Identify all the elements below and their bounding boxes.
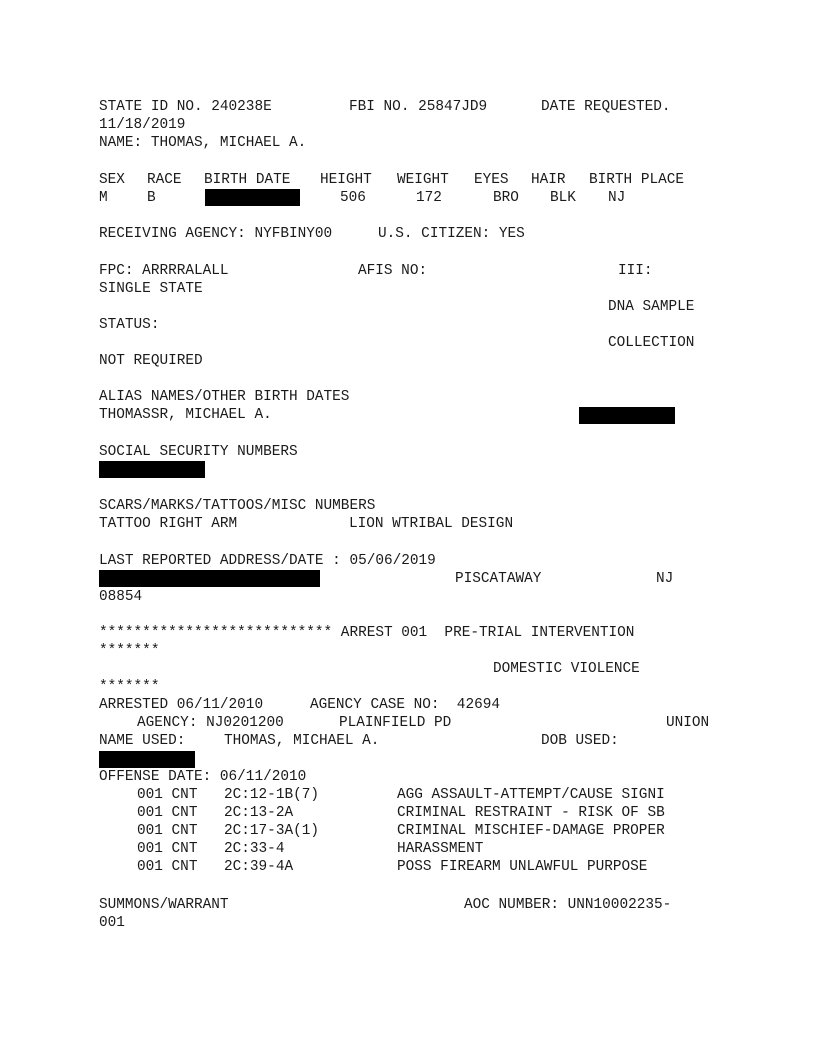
count-description: HARASSMENT xyxy=(397,841,484,857)
alias-name: THOMASSR, MICHAEL A. xyxy=(99,407,272,423)
iii: III: xyxy=(618,263,653,279)
name-used: THOMAS, MICHAEL A. xyxy=(224,733,380,749)
count-statute: 2C:12-1B(7) xyxy=(224,787,319,803)
count-statute: 2C:33-4 xyxy=(224,841,285,857)
redacted-birth-date xyxy=(205,189,300,206)
val-sex: M xyxy=(99,190,108,206)
redacted-alias-dob xyxy=(579,407,675,424)
fpc: FPC: ARRRRALALL xyxy=(99,263,229,279)
tattoo-description: LION WTRIBAL DESIGN xyxy=(349,516,514,532)
aoc-number-suffix: 001 xyxy=(99,915,125,931)
count-statute: 2C:13-2A xyxy=(224,805,294,821)
summons-warrant: SUMMONS/WARRANT xyxy=(99,897,229,913)
name-used-label: NAME USED: xyxy=(99,733,186,749)
col-sex: SEX xyxy=(99,172,125,188)
us-citizen: U.S. CITIZEN: YES xyxy=(378,226,525,242)
val-weight: 172 xyxy=(416,190,442,206)
arrest-stars-2: ******* xyxy=(99,679,160,695)
count-number: 001 CNT xyxy=(137,841,198,857)
count-number: 001 CNT xyxy=(137,859,198,875)
dob-used-label: DOB USED: xyxy=(541,733,619,749)
count-description: POSS FIREARM UNLAWFUL PURPOSE xyxy=(397,859,648,875)
val-eyes: BRO xyxy=(493,190,519,206)
count-description: CRIMINAL MISCHIEF-DAMAGE PROPER xyxy=(397,823,665,839)
val-birth-place: NJ xyxy=(608,190,626,206)
count-description: CRIMINAL RESTRAINT - RISK OF SB xyxy=(397,805,665,821)
col-height: HEIGHT xyxy=(320,172,372,188)
val-height: 506 xyxy=(340,190,366,206)
count-statute: 2C:39-4A xyxy=(224,859,294,875)
val-hair: BLK xyxy=(550,190,576,206)
address-city: PISCATAWAY xyxy=(455,571,542,587)
not-required: NOT REQUIRED xyxy=(99,353,203,369)
subject-name: NAME: THOMAS, MICHAEL A. xyxy=(99,135,307,151)
col-birth-place: BIRTH PLACE xyxy=(589,172,684,188)
dna-sample: DNA SAMPLE xyxy=(608,299,695,315)
redacted-dob-used xyxy=(99,751,195,768)
redacted-street-address xyxy=(99,570,320,587)
arrest-category: DOMESTIC VIOLENCE xyxy=(493,661,640,677)
redacted-ssn xyxy=(99,461,205,478)
address-heading: LAST REPORTED ADDRESS/DATE : 05/06/2019 xyxy=(99,553,436,569)
count-statute: 2C:17-3A(1) xyxy=(224,823,319,839)
afis-no: AFIS NO: xyxy=(358,263,428,279)
arrest-county: UNION xyxy=(666,715,710,731)
status-label: STATUS: xyxy=(99,317,160,333)
col-hair: HAIR xyxy=(531,172,566,188)
arrest-banner: *************************** ARREST 001 PRE-TRIAL INTERVENTION xyxy=(99,625,635,641)
state-id: STATE ID NO. 240238E xyxy=(99,99,272,115)
count-number: 001 CNT xyxy=(137,805,198,821)
receiving-agency: RECEIVING AGENCY: NYFBINY00 xyxy=(99,226,333,242)
arrest-agency: AGENCY: NJ0201200 xyxy=(137,715,284,731)
address-zip: 08854 xyxy=(99,589,143,605)
agency-case-no: AGENCY CASE NO: 42694 xyxy=(310,697,500,713)
date-requested: 11/18/2019 xyxy=(99,117,186,133)
col-race: RACE xyxy=(147,172,182,188)
collection: COLLECTION xyxy=(608,335,695,351)
count-number: 001 CNT xyxy=(137,787,198,803)
fbi-number: FBI NO. 25847JD9 xyxy=(349,99,488,115)
col-birth-date: BIRTH DATE xyxy=(204,172,291,188)
arrest-agency-name: PLAINFIELD PD xyxy=(339,715,452,731)
arrested-date: ARRESTED 06/11/2010 xyxy=(99,697,264,713)
col-weight: WEIGHT xyxy=(397,172,449,188)
col-eyes: EYES xyxy=(474,172,509,188)
count-number: 001 CNT xyxy=(137,823,198,839)
val-race: B xyxy=(147,190,156,206)
arrest-stars-1: ******* xyxy=(99,643,160,659)
address-state: NJ xyxy=(656,571,674,587)
alias-heading: ALIAS NAMES/OTHER BIRTH DATES xyxy=(99,389,350,405)
tattoo-location: TATTOO RIGHT ARM xyxy=(99,516,238,532)
date-requested-label: DATE REQUESTED. xyxy=(541,99,671,115)
count-description: AGG ASSAULT-ATTEMPT/CAUSE SIGNI xyxy=(397,787,665,803)
aoc-number: AOC NUMBER: UNN10002235- xyxy=(464,897,672,913)
ssn-heading: SOCIAL SECURITY NUMBERS xyxy=(99,444,298,460)
scars-heading: SCARS/MARKS/TATTOOS/MISC NUMBERS xyxy=(99,498,376,514)
offense-date: OFFENSE DATE: 06/11/2010 xyxy=(99,769,307,785)
single-state: SINGLE STATE xyxy=(99,281,203,297)
